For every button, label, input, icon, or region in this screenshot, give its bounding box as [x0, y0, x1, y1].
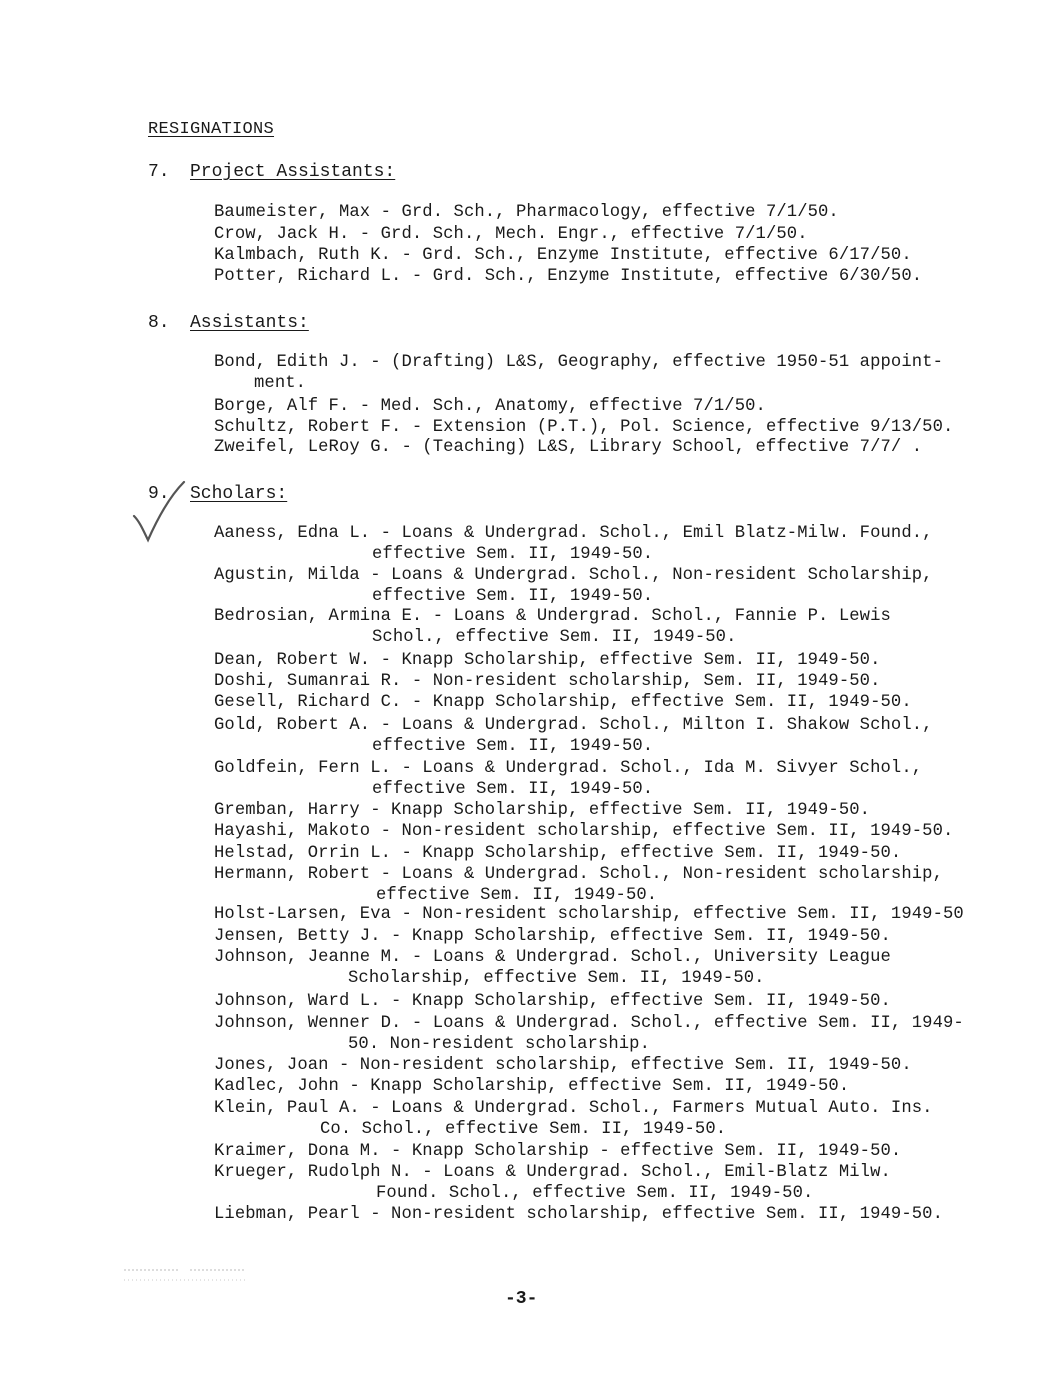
section-number: 9.: [148, 484, 170, 504]
list-item: [214, 864, 943, 906]
section-title: Assistants:: [190, 313, 309, 333]
list-item: Kraimer, Dona M. - Knapp Scholarship - effective Sem. II, 1949-50.: [214, 1142, 902, 1161]
list-item: [214, 947, 891, 989]
list-item: [214, 352, 943, 394]
entry-continuation: 50. Non-resident scholarship.: [348, 1035, 651, 1054]
list-item: Gremban, Harry - Knapp Scholarship, effective Sem. II, 1949-50.: [214, 801, 871, 820]
entry-continuation: ment.: [254, 374, 307, 393]
list-item: Dean, Robert W. - Knapp Scholarship, effective Sem. II, 1949-50.: [214, 651, 881, 670]
list-item: Johnson, Ward L. - Knapp Scholarship, effective Sem. II, 1949-50.: [214, 992, 891, 1011]
section-number: 8.: [148, 313, 170, 333]
list-item: Baumeister, Max - Grd. Sch., Pharmacology, effective 7/1/50.: [214, 203, 839, 222]
section-8-title: [148, 313, 309, 333]
list-item: [214, 523, 933, 565]
entry-text: Goldfein, Fern L. - Loans & Undergrad. Schol., Ida M. Sivyer Schol.,: [214, 759, 923, 778]
checkmark-icon: [128, 476, 188, 546]
section-title: Scholars:: [190, 484, 288, 504]
list-item: [214, 715, 933, 757]
list-item: Jensen, Betty J. - Knapp Scholarship, effective Sem. II, 1949-50.: [214, 927, 891, 946]
entry-continuation: effective Sem. II, 1949-50.: [376, 886, 658, 905]
section-7-title: [148, 162, 395, 182]
entry-text: Aaness, Edna L. - Loans & Undergrad. Schol., Emil Blatz-Milw. Found.,: [214, 524, 933, 543]
entry-continuation: Scholarship, effective Sem. II, 1949-50.: [348, 969, 765, 988]
section-heading: RESIGNATIONS: [148, 120, 275, 139]
list-item: Holst-Larsen, Eva - Non-resident scholarship, effective Sem. II, 1949-50: [214, 905, 964, 924]
list-item: Jones, Joan - Non-resident scholarship, effective Sem. II, 1949-50.: [214, 1056, 912, 1075]
list-item: Schultz, Robert F. - Extension (P.T.), Pol. Science, effective 9/13/50.: [214, 418, 954, 437]
list-item: [214, 606, 891, 648]
entry-continuation: Co. Schol., effective Sem. II, 1949-50.: [320, 1120, 727, 1139]
entry-continuation: Schol., effective Sem. II, 1949-50.: [372, 628, 737, 647]
list-item: Liebman, Pearl - Non-resident scholarship, effective Sem. II, 1949-50.: [214, 1205, 943, 1224]
entry-text: Krueger, Rudolph N. - Loans & Undergrad. Schol., Emil-Blatz Milw.: [214, 1163, 891, 1182]
list-item: Kalmbach, Ruth K. - Grd. Sch., Enzyme Institute, effective 6/17/50.: [214, 246, 912, 265]
entry-text: Hermann, Robert - Loans & Undergrad. Schol., Non-resident scholarship,: [214, 865, 943, 884]
entry-continuation: effective Sem. II, 1949-50.: [372, 780, 654, 799]
entry-continuation: Found. Schol., effective Sem. II, 1949-50.: [376, 1184, 814, 1203]
entry-text: Bond, Edith J. - (Drafting) L&S, Geography, effective 1950-51 appoint-: [214, 353, 943, 372]
entry-text: Klein, Paul A. - Loans & Undergrad. Schol., Farmers Mutual Auto. Ins.: [214, 1099, 933, 1118]
list-item: [214, 1013, 964, 1055]
entry-continuation: effective Sem. II, 1949-50.: [372, 737, 654, 756]
list-item: Borge, Alf F. - Med. Sch., Anatomy, effective 7/1/50.: [214, 397, 766, 416]
entry-text: Bedrosian, Armina E. - Loans & Undergrad. Schol., Fannie P. Lewis: [214, 607, 891, 626]
list-item: [214, 1162, 891, 1204]
entry-text: Johnson, Jeanne M. - Loans & Undergrad. Schol., University League: [214, 948, 891, 967]
list-item: [214, 565, 933, 607]
list-item: [214, 758, 922, 800]
smudge-mark: [120, 1262, 250, 1292]
list-item: Doshi, Sumanrai R. - Non-resident scholarship, Sem. II, 1949-50.: [214, 672, 881, 691]
page-number: -3-: [505, 1289, 538, 1309]
list-item: Kadlec, John - Knapp Scholarship, effective Sem. II, 1949-50.: [214, 1077, 850, 1096]
list-item: Helstad, Orrin L. - Knapp Scholarship, effective Sem. II, 1949-50.: [214, 844, 902, 863]
list-item: Crow, Jack H. - Grd. Sch., Mech. Engr., effective 7/1/50.: [214, 225, 808, 244]
entry-text: Gold, Robert A. - Loans & Undergrad. Schol., Milton I. Shakow Schol.,: [214, 716, 933, 735]
section-title: Project Assistants:: [190, 162, 396, 182]
entry-text: Johnson, Wenner D. - Loans & Undergrad. Schol., effective Sem. II, 1949-: [214, 1014, 964, 1033]
entry-continuation: effective Sem. II, 1949-50.: [372, 587, 654, 606]
list-item: Hayashi, Makoto - Non-resident scholarship, effective Sem. II, 1949-50.: [214, 822, 954, 841]
entry-continuation: effective Sem. II, 1949-50.: [372, 545, 654, 564]
entry-text: Agustin, Milda - Loans & Undergrad. Schol., Non-resident Scholarship,: [214, 566, 933, 585]
list-item: [214, 1098, 933, 1140]
list-item: Gesell, Richard C. - Knapp Scholarship, effective Sem. II, 1949-50.: [214, 693, 912, 712]
list-item: Potter, Richard L. - Grd. Sch., Enzyme Institute, effective 6/30/50.: [214, 267, 923, 286]
section-number: 7.: [148, 162, 170, 182]
list-item: Zweifel, LeRoy G. - (Teaching) L&S, Library School, effective 7/7/ .: [214, 438, 923, 457]
